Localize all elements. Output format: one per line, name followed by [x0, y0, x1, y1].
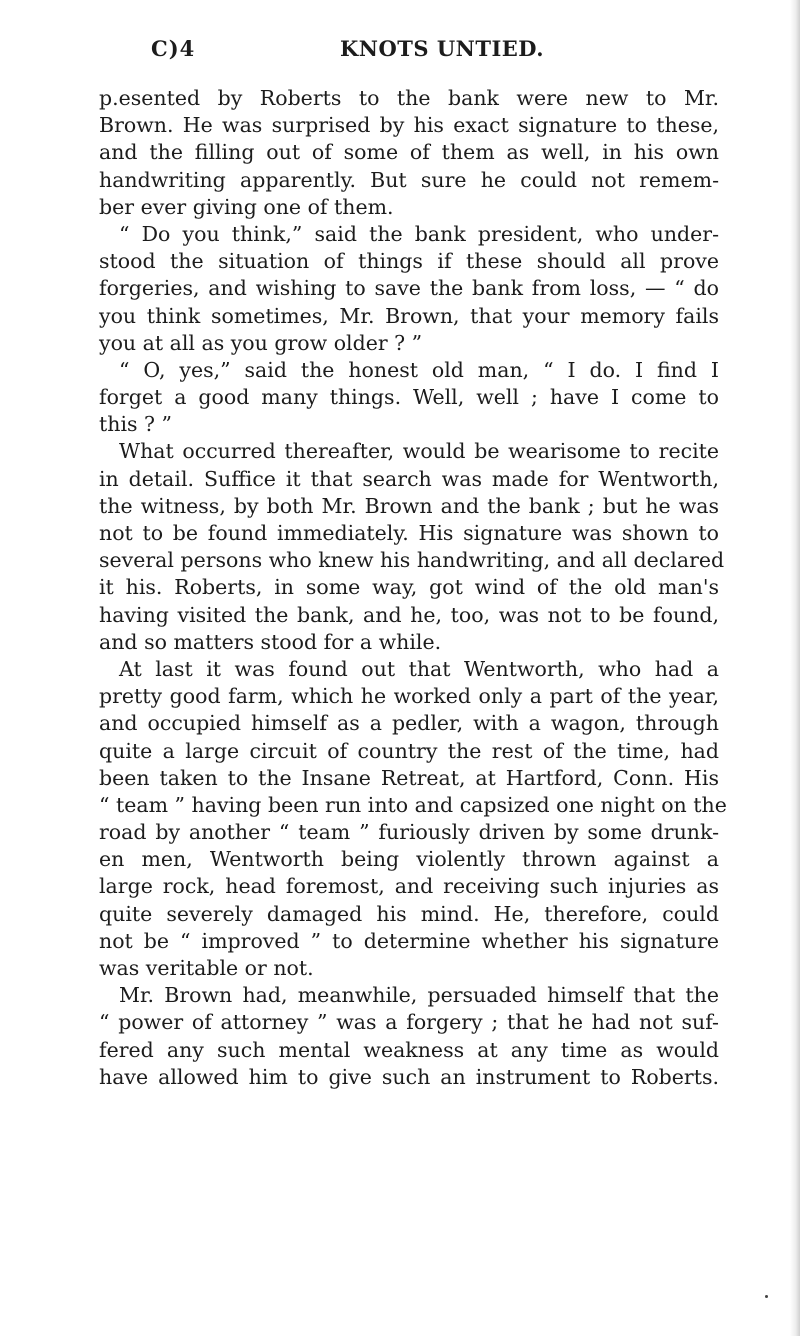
text-line: and occupied himself as a pedler, with a wagon, through	[99, 711, 719, 736]
text-line: forgeries, and wishing to save the bank from loss, — “ do	[99, 276, 719, 301]
page-number: C)4	[151, 36, 196, 61]
text-line: stood the situation of things if these should all prove	[99, 249, 719, 274]
text-line: this ? ”	[99, 412, 173, 437]
ink-speck	[765, 1295, 768, 1298]
text-line: and the filling out of some of them as well, in his own	[99, 140, 719, 165]
text-line: having visited the bank, and he, too, was not to be found,	[99, 602, 719, 627]
text-line: large rock, head foremost, and receiving such injuries as	[99, 874, 719, 899]
text-line: was veritable or not.	[99, 956, 314, 980]
text-line: been taken to the Insane Retreat, at Hartford, Conn. His	[99, 765, 719, 790]
running-title: KNOTS UNTIED.	[340, 36, 545, 61]
text-line: quite a large circuit of country the rest of the time, had	[99, 738, 719, 763]
text-line: the witness, by both Mr. Brown and the bank ; but he was	[99, 493, 719, 518]
text-line: not be “ improved ” to determine whether his signature	[99, 928, 719, 953]
text-line: you at all as you grow older ? ”	[99, 330, 423, 355]
text-line: several persons who knew his handwriting, and all declared	[99, 548, 725, 573]
text-line: have allowed him to give such an instrument to Roberts.	[99, 1064, 719, 1089]
text-line: Mr. Brown had, meanwhile, persuaded himself that the	[119, 983, 719, 1008]
text-line: quite severely damaged his mind. He, therefore, could	[99, 901, 719, 926]
text-line: “ team ” having been run into and capsized one night on the	[99, 792, 727, 817]
text-line: en men, Wentworth being violently thrown against a	[99, 847, 719, 872]
text-line: At last it was found out that Wentworth, who had a	[119, 656, 719, 681]
text-line: road by another “ team ” furiously driven by some drunk-	[99, 820, 719, 845]
text-line: ber ever giving one of them.	[99, 194, 394, 219]
text-line: “ Do you think,” said the bank president, who under-	[119, 221, 719, 246]
text-line: it his. Roberts, in some way, got wind of the old man's	[99, 575, 719, 600]
text-line: pretty good farm, which he worked only a part of the year,	[99, 684, 719, 709]
text-line: in detail. Suffice it that search was made for Wentworth,	[99, 466, 719, 491]
page-edge-shadow	[790, 0, 800, 1336]
text-line: Brown. He was surprised by his exact signature to these,	[99, 113, 719, 138]
text-line: What occurred thereafter, would be wearisome to recite	[119, 439, 719, 464]
text-line: you think sometimes, Mr. Brown, that your memory fails	[99, 303, 719, 328]
text-line: and so matters stood for a while.	[99, 629, 442, 654]
text-line: not to be found immediately. His signature was shown to	[99, 521, 719, 545]
text-line: handwriting apparently. But sure he could not remem-	[99, 167, 719, 192]
text-line: p.esented by Roberts to the bank were new to Mr.	[99, 86, 719, 110]
text-line: “ O, yes,” said the honest old man, “ I do. I find I	[119, 357, 719, 382]
running-head	[151, 36, 711, 66]
text-line: fered any such mental weakness at any time as would	[99, 1037, 719, 1062]
text-line: forget a good many things. Well, well ; have I come to	[99, 385, 719, 410]
text-line: “ power of attorney ” was a forgery ; that he had not suf-	[99, 1010, 719, 1035]
body-text	[99, 85, 727, 1091]
